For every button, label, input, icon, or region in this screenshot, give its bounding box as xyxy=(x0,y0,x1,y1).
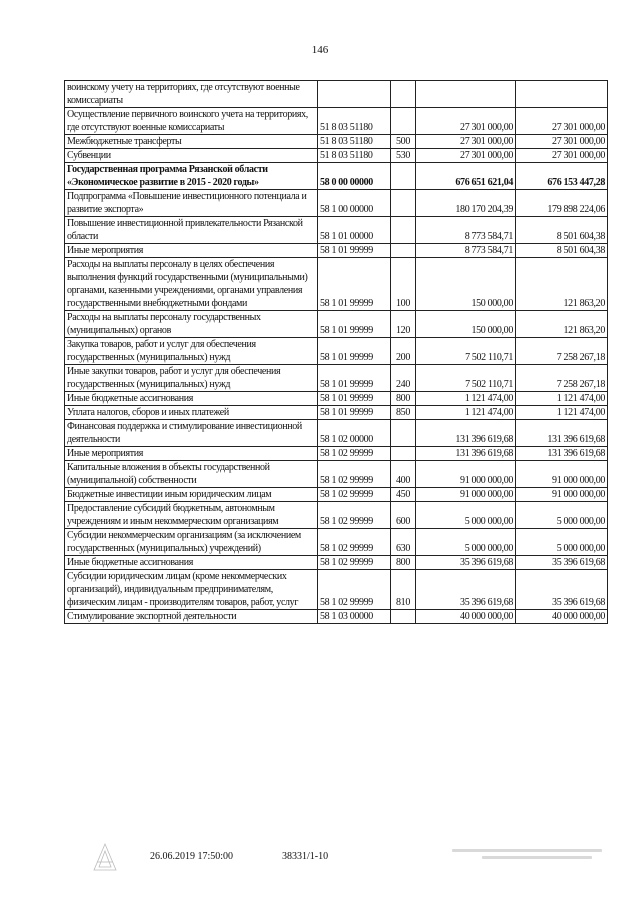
expense-type-code: 240 xyxy=(391,365,416,392)
expense-type-code xyxy=(391,108,416,135)
target-article-code: 58 1 01 00000 xyxy=(318,217,391,244)
stamp-mark-icon xyxy=(92,842,118,872)
amount-year-2: 7 258 267,18 xyxy=(516,365,608,392)
amount-year-1: 676 651 621,04 xyxy=(416,163,516,190)
expense-type-code xyxy=(391,190,416,217)
expense-type-code: 630 xyxy=(391,529,416,556)
expense-type-code xyxy=(391,610,416,624)
expense-type-code: 100 xyxy=(391,258,416,311)
item-name: Повышение инвестиционной привлекательности Рязанской области xyxy=(65,217,318,244)
expense-type-code: 400 xyxy=(391,461,416,488)
amount-year-1: 5 000 000,00 xyxy=(416,529,516,556)
target-article-code: 58 1 00 00000 xyxy=(318,190,391,217)
amount-year-1: 180 170 204,39 xyxy=(416,190,516,217)
amount-year-2: 131 396 619,68 xyxy=(516,420,608,447)
item-name: Субсидии некоммерческим организациям (за исключением государственных (муниципальных) учреждений) xyxy=(65,529,318,556)
item-name: Подпрограмма «Повышение инвестиционного потенциала и развитие экспорта» xyxy=(65,190,318,217)
target-article-code xyxy=(318,81,391,108)
budget-table-body xyxy=(65,81,608,624)
table-row xyxy=(65,447,608,461)
expense-type-code: 850 xyxy=(391,406,416,420)
item-name: Межбюджетные трансферты xyxy=(65,135,318,149)
amount-year-1: 131 396 619,68 xyxy=(416,420,516,447)
expense-type-code: 450 xyxy=(391,488,416,502)
table-row xyxy=(65,461,608,488)
table-row xyxy=(65,190,608,217)
target-article-code: 58 1 01 99999 xyxy=(318,392,391,406)
amount-year-2: 91 000 000,00 xyxy=(516,488,608,502)
amount-year-1: 1 121 474,00 xyxy=(416,392,516,406)
item-name: Государственная программа Рязанской области «Экономическое развитие в 2015 - 2020 годы» xyxy=(65,163,318,190)
amount-year-2: 27 301 000,00 xyxy=(516,108,608,135)
expense-type-code xyxy=(391,163,416,190)
amount-year-2: 5 000 000,00 xyxy=(516,502,608,529)
amount-year-2: 8 501 604,38 xyxy=(516,244,608,258)
expense-type-code: 800 xyxy=(391,556,416,570)
table-row xyxy=(65,81,608,108)
amount-year-1: 7 502 110,71 xyxy=(416,365,516,392)
item-name: Иные бюджетные ассигнования xyxy=(65,556,318,570)
amount-year-2: 40 000 000,00 xyxy=(516,610,608,624)
target-article-code: 58 1 01 99999 xyxy=(318,258,391,311)
table-row xyxy=(65,217,608,244)
amount-year-2: 35 396 619,68 xyxy=(516,556,608,570)
footer-date: 26.06.2019 17:50:00 xyxy=(150,851,234,862)
table-row xyxy=(65,488,608,502)
expense-type-code: 600 xyxy=(391,502,416,529)
item-name: Иные бюджетные ассигнования xyxy=(65,392,318,406)
table-row xyxy=(65,502,608,529)
item-name: Субвенции xyxy=(65,149,318,163)
target-article-code: 58 0 00 00000 xyxy=(318,163,391,190)
amount-year-2: 1 121 474,00 xyxy=(516,406,608,420)
amount-year-2: 121 863,20 xyxy=(516,311,608,338)
target-article-code: 58 1 02 00000 xyxy=(318,420,391,447)
table-row xyxy=(65,135,608,149)
amount-year-2: 121 863,20 xyxy=(516,258,608,311)
amount-year-1: 35 396 619,68 xyxy=(416,556,516,570)
table-row xyxy=(65,529,608,556)
table-row xyxy=(65,244,608,258)
expense-type-code xyxy=(391,81,416,108)
expense-type-code xyxy=(391,244,416,258)
expense-type-code xyxy=(391,420,416,447)
item-name: Иные мероприятия xyxy=(65,447,318,461)
budget-table xyxy=(64,80,608,624)
amount-year-1: 150 000,00 xyxy=(416,258,516,311)
table-row xyxy=(65,406,608,420)
expense-type-code: 500 xyxy=(391,135,416,149)
target-article-code: 58 1 02 99999 xyxy=(318,570,391,610)
target-article-code: 58 1 02 99999 xyxy=(318,529,391,556)
amount-year-2: 131 396 619,68 xyxy=(516,447,608,461)
table-row xyxy=(65,311,608,338)
table-row xyxy=(65,108,608,135)
amount-year-1: 40 000 000,00 xyxy=(416,610,516,624)
table-row xyxy=(65,610,608,624)
amount-year-2: 676 153 447,28 xyxy=(516,163,608,190)
amount-year-1: 5 000 000,00 xyxy=(416,502,516,529)
footer-document-code: 38331/1-10 xyxy=(282,851,329,862)
amount-year-2: 5 000 000,00 xyxy=(516,529,608,556)
target-article-code: 58 1 01 99999 xyxy=(318,406,391,420)
expense-type-code xyxy=(391,447,416,461)
target-article-code: 58 1 01 99999 xyxy=(318,311,391,338)
item-name: Уплата налогов, сборов и иных платежей xyxy=(65,406,318,420)
target-article-code: 58 1 02 99999 xyxy=(318,447,391,461)
amount-year-1: 27 301 000,00 xyxy=(416,149,516,163)
amount-year-1: 91 000 000,00 xyxy=(416,488,516,502)
table-row xyxy=(65,149,608,163)
table-row xyxy=(65,338,608,365)
item-name: Стимулирование экспортной деятельности xyxy=(65,610,318,624)
item-name: Расходы на выплаты персоналу государственных (муниципальных) органов xyxy=(65,311,318,338)
target-article-code: 58 1 03 00000 xyxy=(318,610,391,624)
amount-year-1: 91 000 000,00 xyxy=(416,461,516,488)
amount-year-1: 8 773 584,71 xyxy=(416,217,516,244)
expense-type-code: 810 xyxy=(391,570,416,610)
target-article-code: 58 1 02 99999 xyxy=(318,488,391,502)
target-article-code: 58 1 01 99999 xyxy=(318,244,391,258)
amount-year-2: 1 121 474,00 xyxy=(516,392,608,406)
item-name: Иные закупки товаров, работ и услуг для обеспечения государственных (муниципальных) нужд xyxy=(65,365,318,392)
table-row xyxy=(65,556,608,570)
amount-year-1: 150 000,00 xyxy=(416,311,516,338)
expense-type-code: 200 xyxy=(391,338,416,365)
item-name: Закупка товаров, работ и услуг для обеспечения государственных (муниципальных) нужд xyxy=(65,338,318,365)
target-article-code: 58 1 02 99999 xyxy=(318,556,391,570)
target-article-code: 51 8 03 51180 xyxy=(318,135,391,149)
amount-year-1: 131 396 619,68 xyxy=(416,447,516,461)
amount-year-2: 27 301 000,00 xyxy=(516,149,608,163)
expense-type-code: 530 xyxy=(391,149,416,163)
amount-year-1: 7 502 110,71 xyxy=(416,338,516,365)
table-row xyxy=(65,570,608,610)
item-name: воинскому учету на территориях, где отсутствуют военные комиссариаты xyxy=(65,81,318,108)
target-article-code: 58 1 02 99999 xyxy=(318,461,391,488)
amount-year-1 xyxy=(416,81,516,108)
target-article-code: 58 1 02 99999 xyxy=(318,502,391,529)
amount-year-2: 91 000 000,00 xyxy=(516,461,608,488)
amount-year-1: 27 301 000,00 xyxy=(416,135,516,149)
item-name: Осуществление первичного воинского учета на территориях, где отсутствуют военные комиссариаты xyxy=(65,108,318,135)
target-article-code: 58 1 01 99999 xyxy=(318,338,391,365)
item-name: Расходы на выплаты персоналу в целях обеспечения выполнения функций государственными (муниципальными) органами, казенными учреждениями, органами управления государственными внебюджетными фондами xyxy=(65,258,318,311)
target-article-code: 51 8 03 51180 xyxy=(318,108,391,135)
amount-year-2: 35 396 619,68 xyxy=(516,570,608,610)
item-name: Капитальные вложения в объекты государственной (муниципальной) собственности xyxy=(65,461,318,488)
item-name: Предоставление субсидий бюджетным, автономным учреждениям и иным некоммерческим организациям xyxy=(65,502,318,529)
amount-year-2: 27 301 000,00 xyxy=(516,135,608,149)
expense-type-code: 800 xyxy=(391,392,416,406)
table-row xyxy=(65,258,608,311)
amount-year-1: 27 301 000,00 xyxy=(416,108,516,135)
target-article-code: 58 1 01 99999 xyxy=(318,365,391,392)
item-name: Финансовая поддержка и стимулирование инвестиционной деятельности xyxy=(65,420,318,447)
item-name: Субсидии юридическим лицам (кроме некоммерческих организаций), индивидуальным предпринимателям, физическим лицам - производителям товаров, работ, услуг xyxy=(65,570,318,610)
amount-year-1: 8 773 584,71 xyxy=(416,244,516,258)
item-name: Бюджетные инвестиции иным юридическим лицам xyxy=(65,488,318,502)
table-row xyxy=(65,392,608,406)
watermark xyxy=(452,845,602,865)
item-name: Иные мероприятия xyxy=(65,244,318,258)
expense-type-code: 120 xyxy=(391,311,416,338)
amount-year-2: 179 898 224,06 xyxy=(516,190,608,217)
table-row xyxy=(65,163,608,190)
amount-year-2 xyxy=(516,81,608,108)
expense-type-code xyxy=(391,217,416,244)
table-row xyxy=(65,365,608,392)
target-article-code: 51 8 03 51180 xyxy=(318,149,391,163)
amount-year-2: 8 501 604,38 xyxy=(516,217,608,244)
amount-year-1: 1 121 474,00 xyxy=(416,406,516,420)
amount-year-1: 35 396 619,68 xyxy=(416,570,516,610)
amount-year-2: 7 258 267,18 xyxy=(516,338,608,365)
page-number: 146 xyxy=(311,44,329,56)
table-row xyxy=(65,420,608,447)
